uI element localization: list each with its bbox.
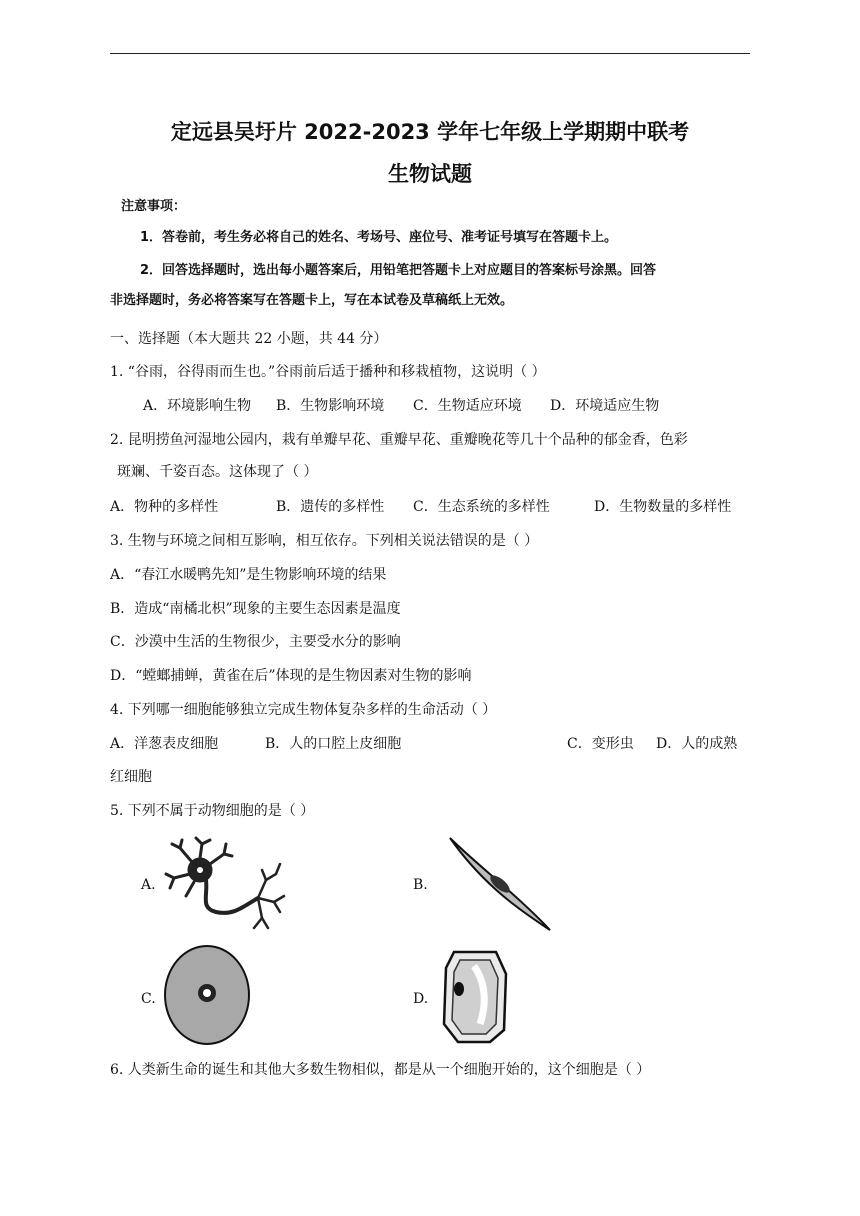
exam-subtitle: 生物试题 <box>388 162 472 186</box>
exam-title: 定远县吴圩片 2022-2023 学年七年级上学期期中联考 <box>170 120 690 144</box>
smooth-muscle-cell-icon <box>446 834 556 938</box>
q2-option-c: C．生态系统的多样性 <box>413 499 550 515</box>
question-6-stem: 6. 人类新生命的诞生和其他大多数生物相似，都是从一个细胞开始的，这个细胞是（ ） <box>110 1062 651 1078</box>
q1-option-c: C．生物适应环境 <box>413 398 522 414</box>
q4-option-d-cont: 红细胞 <box>110 769 152 785</box>
question-2-stem: 2. 昆明捞鱼河湿地公园内，栽有单瓣早花、重瓣早花、重瓣晚花等几十个品种的郁金香，色彩 <box>110 432 688 448</box>
section-heading: 一、选择题（本大题共 22 小题，共 44 分） <box>110 331 388 347</box>
question-5-stem: 5. 下列不属于动物细胞的是（ ） <box>110 803 315 819</box>
q4-option-b: B．人的口腔上皮细胞 <box>265 736 402 752</box>
q5-label-c: C. <box>141 991 156 1007</box>
notice-item-2: 2．回答选择题时，选出每小题答案后，用铅笔把答题卡上对应题目的答案标号涂黑。回答 <box>140 263 657 278</box>
q4-option-c: C．变形虫 <box>567 736 634 752</box>
q3-option-b: B．造成“南橘北枳”现象的主要生态因素是温度 <box>110 601 401 617</box>
q2-option-a: A．物种的多样性 <box>110 499 219 515</box>
neuron-cell-icon <box>162 836 292 940</box>
q5-label-a: A. <box>141 877 156 893</box>
question-2-stem-cont: 斑斓、千姿百态。这体现了（ ） <box>117 464 318 480</box>
q1-option-a: A．环境影响生物 <box>143 398 252 414</box>
q3-option-a: A．“春江水暖鸭先知”是生物影响环境的结果 <box>110 567 387 583</box>
epithelial-cell-icon <box>162 944 252 1050</box>
q2-option-d: D．生物数量的多样性 <box>594 499 732 515</box>
q1-option-d: D．环境适应生物 <box>550 398 660 414</box>
q5-label-d: D. <box>413 991 429 1007</box>
question-1-stem: 1. “谷雨，谷得雨而生也。”谷雨前后适于播种和移栽植物，这说明（ ） <box>110 364 546 380</box>
q5-label-b: B. <box>413 877 428 893</box>
question-4-stem: 4. 下列哪一细胞能够独立完成生物体复杂多样的生命活动（ ） <box>110 702 497 718</box>
q2-option-b: B．遗传的多样性 <box>276 499 385 515</box>
notice-heading: 注意事项： <box>121 199 187 214</box>
q4-option-a: A．洋葱表皮细胞 <box>110 736 219 752</box>
notice-item-2-cont: 非选择题时，务必将答案写在答题卡上，写在本试卷及草稿纸上无效。 <box>110 293 514 308</box>
q1-option-b: B．生物影响环境 <box>276 398 385 414</box>
header-rule <box>110 53 750 54</box>
q3-option-d: D．“螳螂捕蝉，黄雀在后”体现的是生物因素对生物的影响 <box>110 668 472 684</box>
notice-item-1: 1．答卷前，考生务必将自己的姓名、考场号、座位号、准考证号填写在答题卡上。 <box>140 230 618 245</box>
q3-option-c: C．沙漠中生活的生物很少，主要受水分的影响 <box>110 634 401 650</box>
q4-option-d: D．人的成熟 <box>656 736 738 752</box>
plant-cell-icon <box>440 944 510 1050</box>
question-3-stem: 3. 生物与环境之间相互影响，相互依存。下列相关说法错误的是（ ） <box>110 533 539 549</box>
